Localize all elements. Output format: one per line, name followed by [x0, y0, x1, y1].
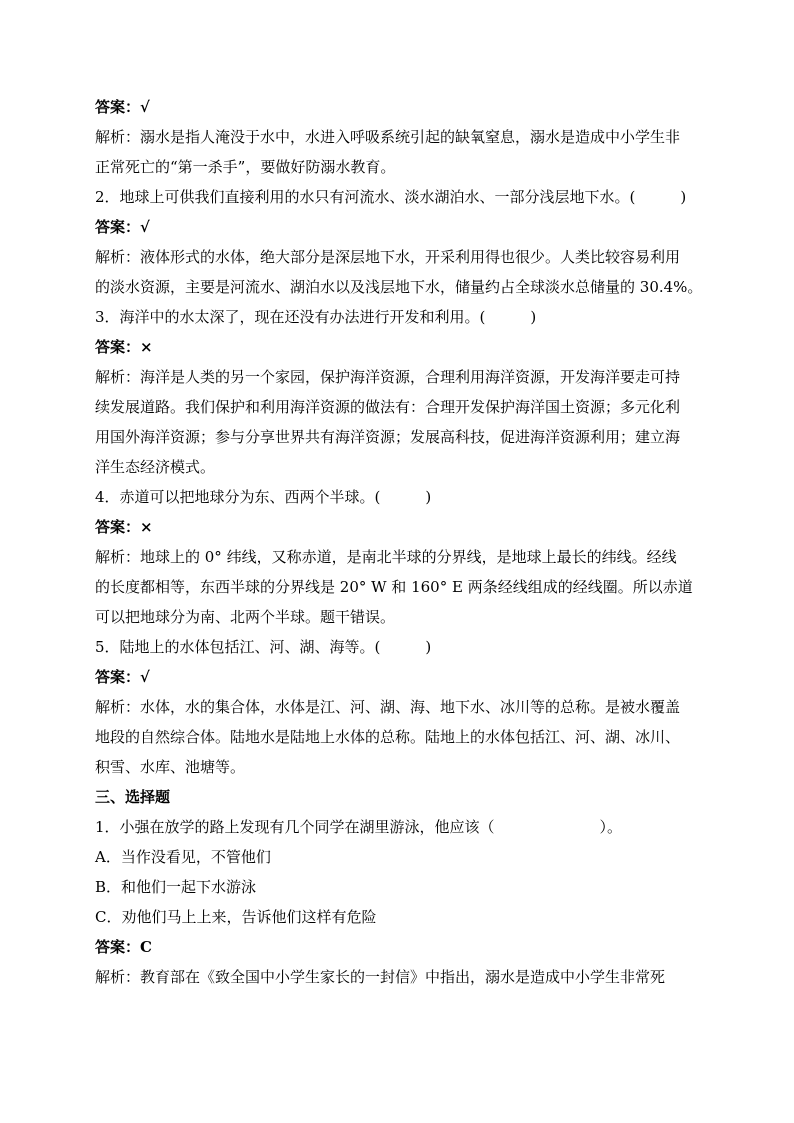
answer-line: 答案：× [95, 338, 153, 356]
answer-line: 答案：√ [95, 668, 150, 686]
answer-line: 答案：√ [95, 218, 150, 236]
answer-line: 答案：C [95, 938, 152, 956]
section-heading: 三、选择题 [95, 788, 171, 806]
question-line: 3．海洋中的水太深了，现在还没有办法进行开发和利用。( ) [95, 308, 537, 326]
analysis-line: 地段的自然综合体。陆地水是陆地上水体的总称。陆地上的水体包括江、河、湖、冰川、 [95, 728, 681, 746]
document-body [95, 92, 735, 992]
analysis-line: 可以把地球分为南、北两个半球。题干错误。 [95, 608, 396, 626]
analysis-line: 解析：水体，水的集合体，水体是江、河、湖、海、地下水、冰川等的总称。是被水覆盖 [95, 698, 681, 716]
option-line: A．当作没看见，不管他们 [95, 848, 271, 866]
question-line: 1．小强在放学的路上发现有几个同学在湖里游泳，他应该（ ）。 [95, 818, 623, 836]
analysis-line: 洋生态经济模式。 [95, 458, 216, 476]
analysis-line: 解析：溺水是指人淹没于水中，水进入呼吸系统引起的缺氧窒息，溺水是造成中小学生非 [95, 128, 681, 146]
analysis-line: 解析：液体形式的水体，绝大部分是深层地下水，开采利用得也很少。人类比较容易利用 [95, 248, 681, 266]
answer-line: 答案：× [95, 518, 153, 536]
analysis-line: 解析：海洋是人类的另一个家园，保护海洋资源，合理利用海洋资源，开发海洋要走可持 [95, 368, 681, 386]
option-line: C．劝他们马上上来，告诉他们这样有危险 [95, 908, 377, 926]
analysis-line: 积雪、水库、池塘等。 [95, 758, 246, 776]
question-line: 4．赤道可以把地球分为东、西两个半球。( ) [95, 488, 432, 506]
analysis-line: 解析：地球上的 0° 纬线，又称赤道，是南北半球的分界线，是地球上最长的纬线。经线 [95, 548, 677, 566]
question-line: 2．地球上可供我们直接利用的水只有河流水、淡水湖泊水、一部分浅层地下水。( ) [95, 188, 687, 206]
option-line: B．和他们一起下水游泳 [95, 878, 257, 896]
analysis-line: 解析：教育部在《致全国中小学生家长的一封信》中指出，溺水是造成中小学生非常死 [95, 968, 666, 986]
answer-line: 答案：√ [95, 98, 150, 116]
analysis-line: 用国外海洋资源；参与分享世界共有海洋资源；发展高科技，促进海洋资源利用；建立海 [95, 428, 681, 446]
analysis-line: 续发展道路。我们保护和利用海洋资源的做法有：合理开发保护海洋国土资源；多元化利 [95, 398, 681, 416]
analysis-line: 的淡水资源，主要是河流水、湖泊水以及浅层地下水，储量约占全球淡水总储量的 30.4%。 [95, 278, 703, 296]
analysis-line: 正常死亡的“第一杀手”，要做好防溺水教育。 [95, 158, 396, 176]
question-line: 5．陆地上的水体包括江、河、湖、海等。( ) [95, 638, 432, 656]
analysis-line: 的长度都相等，东西半球的分界线是 20° W 和 160° E 两条经线组成的经线圈。所以赤道 [95, 578, 693, 596]
